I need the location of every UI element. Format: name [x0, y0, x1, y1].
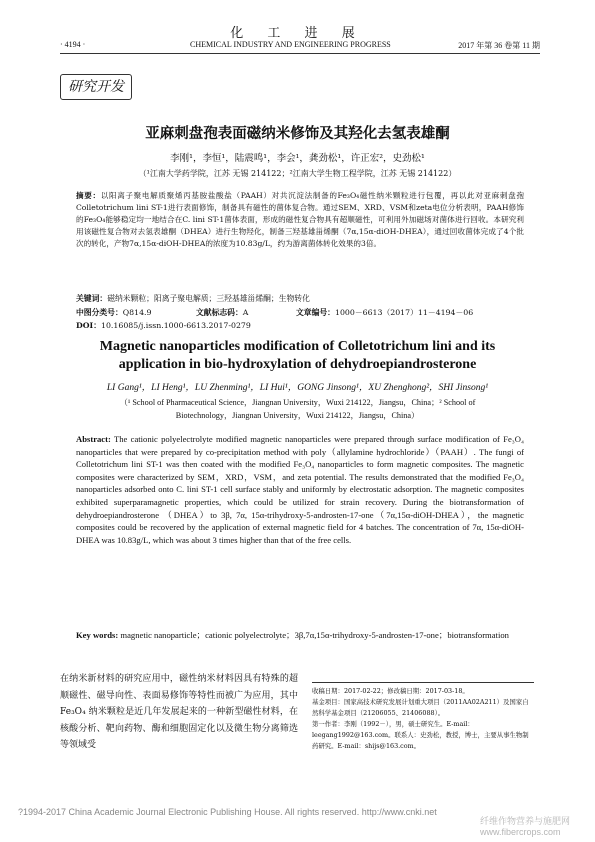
article-value: 1000－6613（2017）11－4194－06: [334, 308, 474, 317]
en-keywords-text: magnetic nanoparticle；cationic polyelectrolyte；3β,7α,15α-trihydroxy-5-androsten-17-one；biotransformation: [120, 630, 509, 640]
cn-keywords: [76, 293, 310, 304]
header-rule: [60, 53, 540, 54]
issue-info: 2017 年第 36 卷第 11 期: [458, 41, 540, 50]
cn-affiliation: （¹江南大学药学院，江苏 无锡 214122；²江南大学生物工程学院，江苏 无锡 214122）: [138, 169, 457, 178]
cn-classification: [76, 307, 524, 318]
section-label: 研究开发: [60, 74, 132, 100]
doi-label: DOI：: [76, 321, 101, 330]
page-number: · 4194 ·: [60, 40, 86, 49]
cn-abstract-label: 摘要：: [76, 191, 101, 200]
en-abstract-label: Abstract:: [76, 434, 111, 444]
en-abstract-text: The cationic polyelectrolyte modified magnetic nanoparticles were prepared through surface modification of Fe₃O₄ nanoparticles that were prepared by co-precipitation method with poly（allylamine hydrochloride）（PAAH）. The fungi of Colletotrichum lini ST-1 was then coated with the modified Fe₃O₄ nanoparticles to form magnetic composites. The magnetic composites were characterized by SEM，XRD，VSM，and zeta potential. The results demonstrated that the modified Fe₃O₄ nanoparticles adsorbed onto C. lini ST-1 cell surface stably and uniformly by electrostatic adsorption. The magnetic composites exhibited superparamagnetic properties, which could be utilized for strain recovery. During the biotransformation of dehydroepiandrosterone （DHEA）to 3β, 7α, 15α-trihydroxy-5-androsten-17-one（7α,15α-diOH-DHEA），the magnetic composites could be recovered by the application of external magnetic field for 4 batches. The concentration of 7α, 15α-diOH-DHEA was 10.83g/L, which was about 3 times higher than that of the free cells.: [76, 434, 524, 545]
footnote-rule: [312, 682, 534, 683]
doi: [76, 320, 251, 331]
footnote-author: 第一作者：李刚（1992－），男，硕士研究生。E-mail：leegang1992@163.com。联系人：史劲松，教授，博士，主要从事生物制药研究。E-mail：shijs@163.com。: [312, 720, 529, 750]
clc-value: Q814.9: [122, 308, 152, 317]
cn-abstract: [76, 190, 524, 250]
clc-label: 中图分类号：: [76, 308, 123, 317]
article-label: 文章编号：: [296, 308, 335, 317]
doi-value: 10.16085/j.issn.1000-6613.2017-0279: [101, 321, 251, 330]
cn-title: 亚麻刺盘孢表面磁纳米修饰及其羟化去氢表雄酮: [145, 125, 450, 142]
cn-keywords-text: 磁纳米颗粒；阳离子聚电解质；三羟基雄甾烯酮；生物转化: [107, 294, 310, 303]
en-abstract: [76, 433, 524, 546]
doc-value: A: [242, 308, 249, 317]
watermark: 纤维作物营养与施肥网 www.fibercrops.com: [480, 816, 571, 837]
en-affiliation: （¹ School of Pharmaceutical Science，Jiangnan University，Wuxi 214122，Jiangsu，China；² School of Biotechnology，Jiangnan University，Wuxi 214122，Jiangsu，China）: [119, 398, 476, 420]
footnote-fund: 基金项目：国家高技术研究发展计划重大项目（2011AA02A211）及国家自然科学基金项目（21206055、21406088）。: [312, 698, 529, 717]
cn-keywords-label: 关键词：: [76, 294, 108, 303]
footnote-received: 收稿日期：2017-02-22；修改稿日期：2017-03-18。: [312, 687, 469, 695]
footnote: [312, 686, 534, 752]
doc-label: 文献标志码：: [196, 308, 243, 317]
en-title: [0, 338, 595, 374]
en-keywords-label: Key words:: [76, 630, 119, 640]
journal-title-cn: 化 工 进 展: [230, 26, 365, 41]
body-intro: 在纳米新材料的研究应用中，磁性纳米材料因具有特殊的超顺磁性、磁导向性、表面易修饰等特性而被广为应用，其中 Fe₃O₄ 纳米颗粒是近几年发展起来的一种新型磁性材料，在核酸分析、靶向药物、酶和细胞固定化以及微生物分离筛选等领域受: [60, 674, 298, 750]
en-keywords: [76, 629, 524, 642]
copyright-line: ?1994-2017 China Academic Journal Electronic Publishing House. All rights reserved. http://www.cnki.net: [18, 807, 437, 817]
cn-abstract-text: 以阳离子聚电解质聚烯丙基胺盐酸盐（PAAH）对共沉淀法制备的Fe₃O₄磁性纳米颗粒进行包覆，再以此对亚麻刺盘孢 Colletotrichum lini ST-1进行表面修饰，制备具有磁性的菌体复合物。通过SEM、XRD、VSM和zeta电位分析表明，PAAH修饰的Fe₃O₄能够稳定均一地结合在C. lini ST-1菌体表面，形成的磁性复合物具有超顺磁性，可利用外加磁场对菌体进行回收。本研究利用该磁性复合物对去氢表雄酮（DHEA）进行生物羟化，制备三羟基雄甾烯酮（7α,15α-diOH-DHEA），通过回收菌体完成了4个批次的转化，产物7α,15α-diOH-DHEA的浓度为10.83g/L，约为游离菌体转化效果的3倍。: [76, 191, 524, 248]
en-title-line2: application in bio-hydroxylation of dehydroepiandrosterone: [118, 357, 477, 372]
en-title-line1: Magnetic nanoparticles modification of Colletotrichum lini and its: [99, 339, 496, 354]
cn-authors: 李刚¹，李恒¹，陆震鸣¹，李会¹，龚劲松¹，许正宏²，史劲松¹: [170, 153, 425, 164]
en-authors: LI Gang¹，LI Heng¹，LU Zhenming¹，LI Hui¹，GONG Jinsong¹，XU Zhenghong²，SHI Jinsong¹: [106, 383, 489, 393]
journal-title-en: CHEMICAL INDUSTRY AND ENGINEERING PROGRESS: [190, 40, 391, 49]
